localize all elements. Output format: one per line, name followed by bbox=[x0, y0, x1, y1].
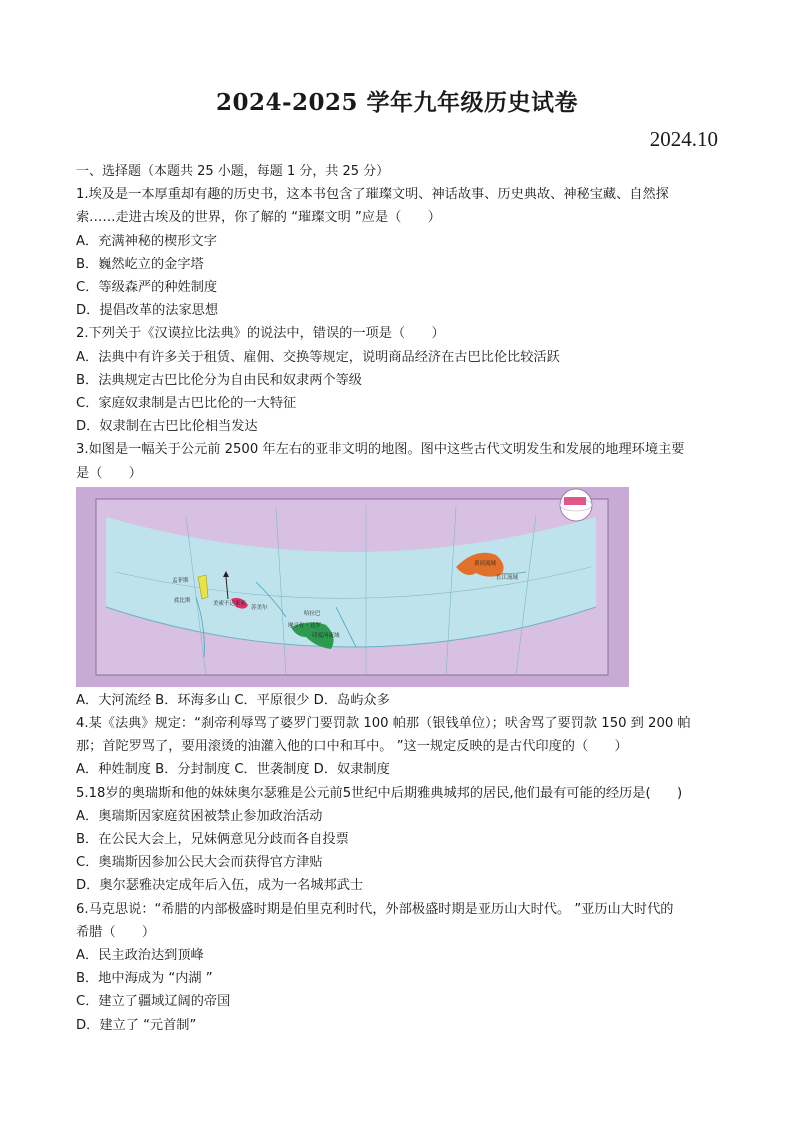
question-stem: 那；首陀罗骂了，要用滚烫的油灌入他的口中和耳中。 ”这一规定反映的是古代印度的（ ） bbox=[76, 739, 628, 755]
question-stem: 5.18岁的奥瑞斯和他的妹妹奥尔瑟雅是公元前5世纪中后期雅典城邦的居民,他们最有可能的经历是( ) bbox=[76, 785, 683, 801]
option-b: B．法典规定古巴比伦分为自由民和奴隶两个等级 bbox=[76, 372, 362, 388]
question-stem: 2.下列关于《汉谟拉比法典》的说法中，错误的一项是（ ） bbox=[76, 326, 445, 342]
question-stem: 索……走进古埃及的世界，你了解的 “璀璨文明 ”应是（ ） bbox=[76, 210, 441, 226]
option-a: A．充满神秘的楔形文字 bbox=[76, 233, 217, 249]
exam-title: 2024-2025 学年九年级历史试卷 bbox=[215, 89, 579, 116]
map-label: 孟菲斯 bbox=[172, 577, 189, 584]
option-c: C．奥瑞斯因参加公民大会而获得官方津贴 bbox=[76, 855, 323, 871]
option-b: B．地中海成为 “内湖 ” bbox=[76, 971, 213, 987]
question-stem: 6.马克思说：“希腊的内部极盛时期是伯里克利时代，外部极盛时期是亚历山大时代。 ”亚历山大时代的 bbox=[76, 901, 674, 917]
ancient-civilizations-map bbox=[76, 487, 629, 687]
map-label: 印度河流域 bbox=[312, 632, 340, 639]
question-stem: 希腊（ ） bbox=[76, 924, 156, 940]
map-label: 黄河流域 bbox=[474, 560, 497, 567]
question-options: A．大河流经 B．环海多山 C．平原很少 D．岛屿众多 bbox=[76, 692, 390, 708]
question-1 bbox=[76, 183, 726, 322]
map-label: 苏美尔 bbox=[251, 604, 268, 611]
question-stem: 3.如图是一幅关于公元前 2500 年左右的亚非文明的地图。图中这些古代文明发生和发展的地理环境主要 bbox=[76, 442, 685, 458]
question-stem: 是（ ） bbox=[76, 465, 142, 481]
map-image bbox=[76, 487, 629, 687]
option-a: A．法典中有许多关于租赁、雇佣、交换等规定，说明商品经济在古巴比伦比较活跃 bbox=[76, 349, 560, 365]
exam-date: 2024.10 bbox=[649, 127, 718, 151]
option-d: D．提倡改革的法家思想 bbox=[76, 303, 219, 319]
section-heading: 一、选择题（本题共 25 小题，每题 1 分，共 25 分） bbox=[76, 164, 390, 179]
option-a: A．民主政治达到顶峰 bbox=[76, 948, 204, 964]
question-stem: 4.某《法典》规定：“刹帝利辱骂了婆罗门要罚款 100 帕那（银钱单位）；吠舍骂了要罚款 150 到 200 帕 bbox=[76, 716, 691, 732]
question-4 bbox=[76, 712, 726, 782]
option-c: C．建立了疆域辽阔的帝国 bbox=[76, 994, 231, 1010]
option-b: B．在公民大会上，兄妹俩意见分歧而各自投票 bbox=[76, 832, 349, 848]
map-label: 摩亨佐・达罗 bbox=[288, 622, 322, 629]
question-options: A．种姓制度 B．分封制度 C．世袭制度 D．奴隶制度 bbox=[76, 762, 390, 778]
exam-content bbox=[76, 160, 726, 1037]
question-6 bbox=[76, 898, 726, 1037]
option-c: C．等级森严的种姓制度 bbox=[76, 280, 218, 296]
question-5 bbox=[76, 782, 726, 898]
option-d: D．奴隶制在古巴比伦相当发达 bbox=[76, 419, 258, 435]
question-2 bbox=[76, 322, 726, 438]
map-label: 哈拉巴 bbox=[304, 610, 321, 617]
question-3 bbox=[76, 438, 726, 712]
option-d: D．奥尔瑟雅决定成年后入伍，成为一名城邦武士 bbox=[76, 878, 364, 894]
map-label: 底比斯 bbox=[174, 597, 191, 604]
question-stem: 1.埃及是一本厚重却有趣的历史书，这本书包含了璀璨文明、神话故事、历史典故、神秘宝藏、自然探 bbox=[76, 187, 669, 203]
map-label: 长江流域 bbox=[496, 574, 519, 581]
map-label: 美索不达米亚 bbox=[213, 600, 247, 607]
option-b: B．巍然屹立的金字塔 bbox=[76, 256, 204, 272]
option-a: A．奥瑞斯因家庭贫困被禁止参加政治活动 bbox=[76, 808, 323, 824]
option-d: D．建立了 “元首制” bbox=[76, 1017, 197, 1033]
option-c: C．家庭奴隶制是古巴比伦的一大特征 bbox=[76, 396, 297, 412]
